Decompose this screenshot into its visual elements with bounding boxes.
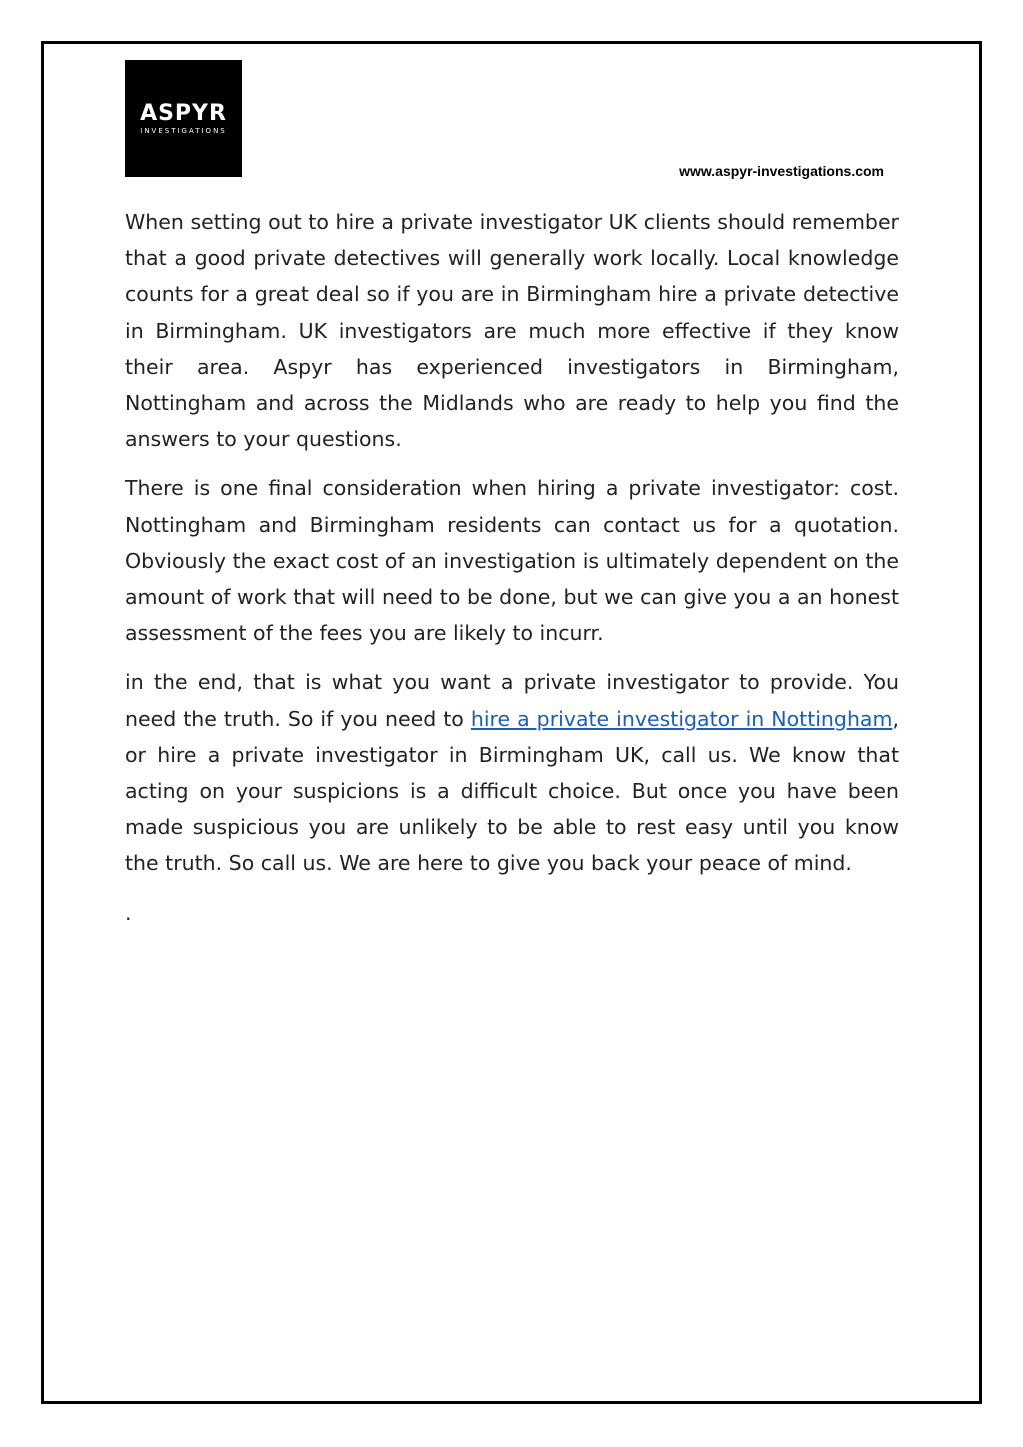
paragraph-2: There is one final consideration when hiring a private investigator: cost. Nottingham and Birmingham residents can contact us for a quotation. Obviously the exact cost of an investigation is ultimately dependent on the amount of work that will need to be done, but we can give you a an honest assessment of the fees you are likely to incurr. <box>125 476 899 646</box>
aspyr-logo <box>125 60 242 177</box>
paragraph-1: When setting out to hire a private investigator UK clients should remember that a good private detectives will generally work locally. Local knowledge counts for a great deal so if you are in Birmingham hire a private detective in Birmingham. UK investigators are much more effective if they know their area. Aspyr has experienced investigators in Birmingham, Nottingham and across the Midlands who are ready to help you find the answers to your questions. <box>125 210 899 452</box>
paragraph-3-text-start: in the end, that is what you want a private investigator to provide. You need the truth. So if you need to <box>125 670 899 731</box>
logo-subtitle: INVESTIGATIONS <box>140 127 227 135</box>
document-body <box>125 204 899 931</box>
website-url: www.aspyr-investigations.com <box>679 163 884 179</box>
paragraph-3 <box>125 664 899 881</box>
page-frame <box>41 41 982 1404</box>
nottingham-investigator-link[interactable]: hire a private investigator in Nottingham <box>470 706 893 731</box>
trailing-period: . <box>125 900 132 925</box>
paragraph-3-text-end: , or hire a private investigator in Birmingham UK, call us. We know that acting on your suspicions is a difficult choice. But once you have been made suspicious you are unlikely to be able to rest easy until you know the truth. So call us. We are here to give you back your peace of mind. <box>125 706 899 876</box>
logo-wordmark: ASPYR <box>140 101 227 126</box>
